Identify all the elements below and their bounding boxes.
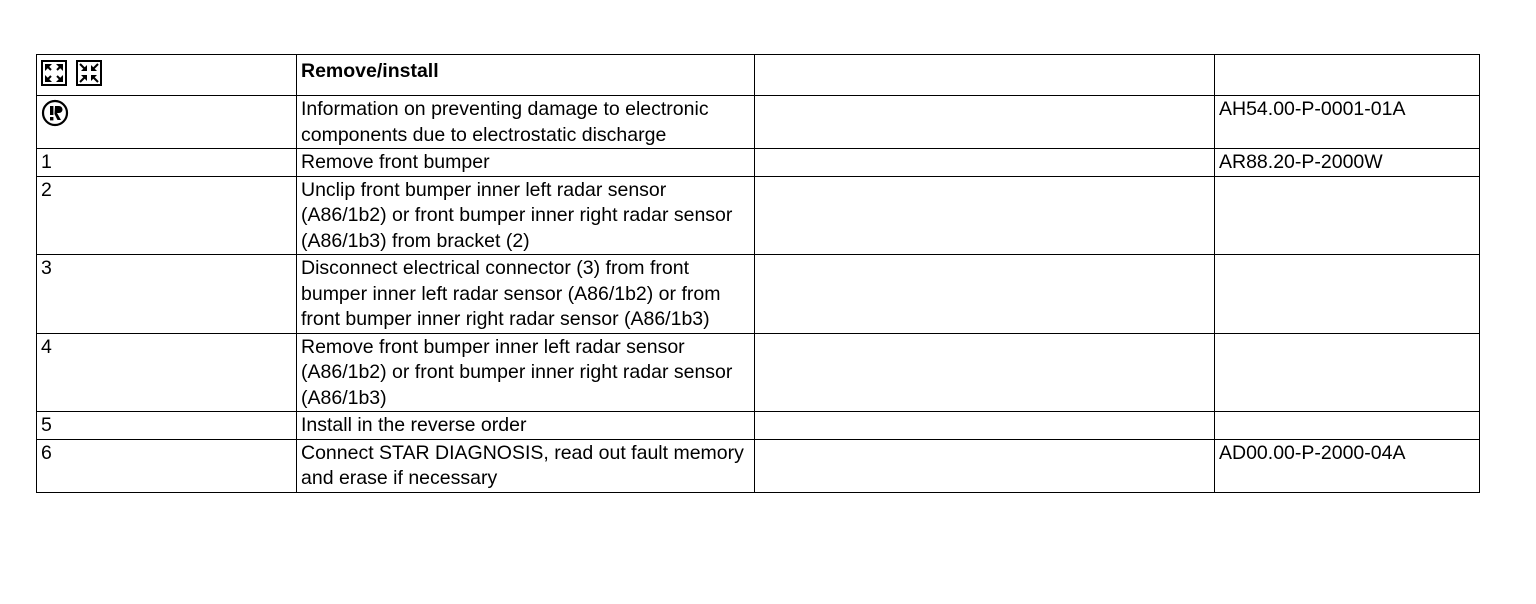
step-reference <box>1215 255 1480 334</box>
step-note <box>755 333 1215 412</box>
step-number: 5 <box>37 412 297 440</box>
header-empty-cell <box>1215 55 1480 96</box>
step-text: Information on preventing damage to electronic components due to electrostatic discharge <box>297 96 755 149</box>
step-text: Unclip front bumper inner left radar sensor (A86/1b2) or front bumper inner right radar sensor (A86/1b3) from bracket (2) <box>297 176 755 255</box>
step-number: 3 <box>37 255 297 334</box>
step-note <box>755 255 1215 334</box>
step-number: 6 <box>37 439 297 492</box>
table-row <box>37 333 1480 412</box>
procedure-table <box>36 54 1480 493</box>
step-reference <box>1215 176 1480 255</box>
table-row <box>37 412 1480 440</box>
table-row <box>37 255 1480 334</box>
header-icons-cell <box>37 55 297 96</box>
step-note <box>755 176 1215 255</box>
esd-warning-icon <box>41 99 69 127</box>
step-note <box>755 149 1215 177</box>
step-number: 4 <box>37 333 297 412</box>
step-cell <box>37 96 297 149</box>
step-note <box>755 412 1215 440</box>
table-row <box>37 96 1480 149</box>
step-note <box>755 439 1215 492</box>
step-text: Connect STAR DIAGNOSIS, read out fault memory and erase if necessary <box>297 439 755 492</box>
step-reference[interactable]: AD00.00-P-2000-04A <box>1215 439 1480 492</box>
table-row <box>37 439 1480 492</box>
step-text: Disconnect electrical connector (3) from front bumper inner left radar sensor (A86/1b2) or from front bumper inner right radar sensor (A86/1b3) <box>297 255 755 334</box>
header-empty-cell <box>755 55 1215 96</box>
step-text: Remove front bumper <box>297 149 755 177</box>
step-reference[interactable]: AH54.00-P-0001-01A <box>1215 96 1480 149</box>
step-text: Remove front bumper inner left radar sensor (A86/1b2) or front bumper inner right radar sensor (A86/1b3) <box>297 333 755 412</box>
step-text: Install in the reverse order <box>297 412 755 440</box>
header-row <box>37 55 1480 96</box>
expand-arrows-icon[interactable] <box>41 60 67 86</box>
step-reference <box>1215 412 1480 440</box>
table-row <box>37 149 1480 177</box>
step-number: 2 <box>37 176 297 255</box>
step-note <box>755 96 1215 149</box>
collapse-arrows-icon[interactable] <box>76 60 102 86</box>
header-title: Remove/install <box>297 55 755 96</box>
step-number: 1 <box>37 149 297 177</box>
table-row <box>37 176 1480 255</box>
step-reference <box>1215 333 1480 412</box>
step-reference[interactable]: AR88.20-P-2000W <box>1215 149 1480 177</box>
